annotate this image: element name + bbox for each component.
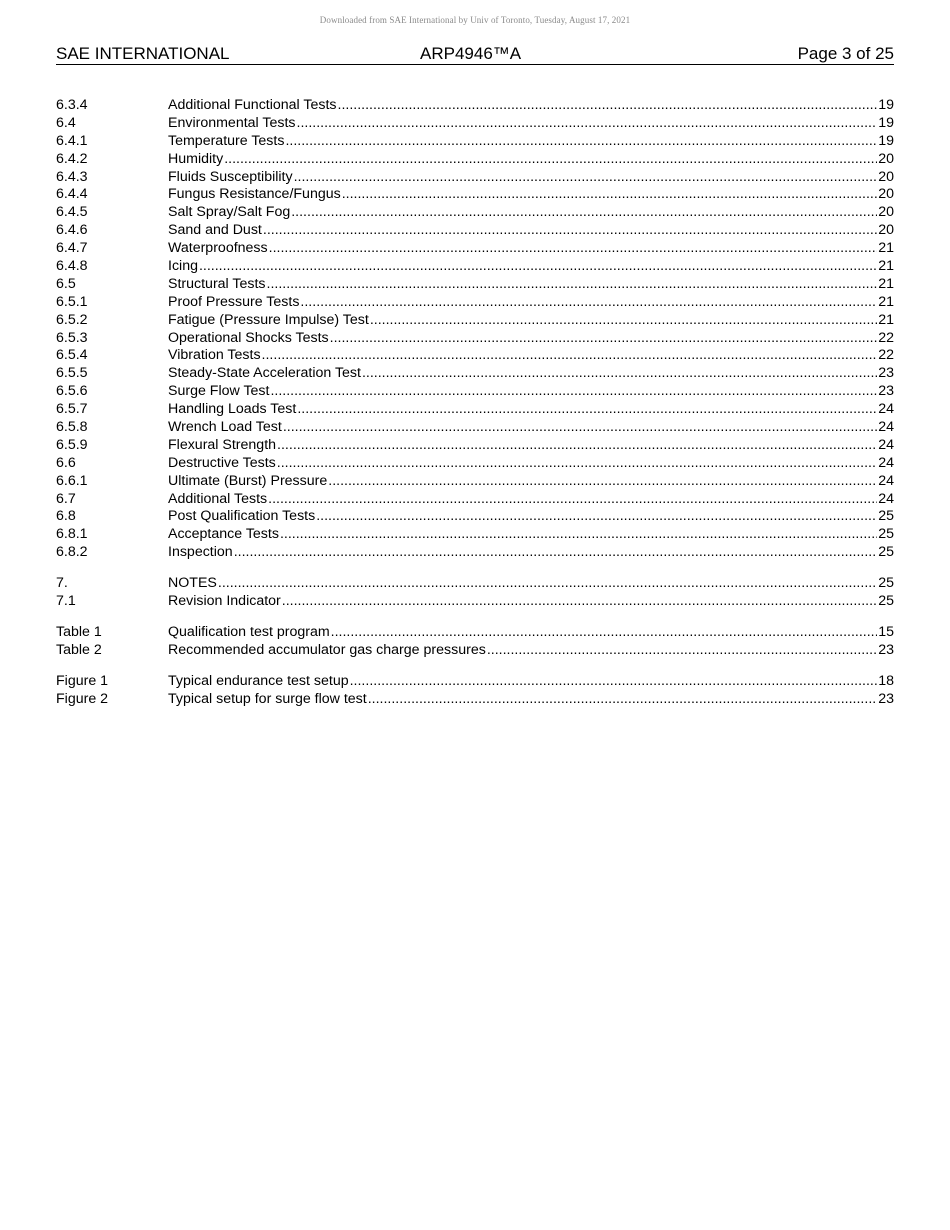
toc-entry-title[interactable]: Post Qualification Tests xyxy=(168,508,316,525)
toc-dot-leader xyxy=(262,347,878,365)
toc-entry-page[interactable]: 25 xyxy=(878,508,894,525)
toc-entry[interactable] xyxy=(56,330,894,348)
page-header xyxy=(56,44,894,65)
toc-entry-number: 6.8.2 xyxy=(56,544,88,561)
toc-entry-number: 6.4 xyxy=(56,114,76,131)
toc-notes-group xyxy=(56,575,894,611)
toc-entry-number: 6.4.3 xyxy=(56,168,88,185)
toc-entry-title[interactable]: Qualification test program xyxy=(168,623,330,640)
toc-dot-leader xyxy=(267,276,878,294)
toc-entry[interactable] xyxy=(56,133,894,151)
toc-entry-number: 6.4.7 xyxy=(56,240,88,257)
toc-entry-page[interactable]: 21 xyxy=(878,275,894,292)
toc-dot-leader xyxy=(224,151,877,169)
toc-entry-title[interactable]: Acceptance Tests xyxy=(168,526,279,543)
toc-entry-page[interactable]: 25 xyxy=(878,575,894,592)
toc-entry-page[interactable]: 19 xyxy=(878,97,894,113)
toc-entry-page[interactable]: 24 xyxy=(878,472,894,489)
toc-entry-title[interactable]: Typical endurance test setup xyxy=(168,672,349,689)
toc-dot-leader xyxy=(330,330,878,348)
toc-entry-number: Figure 2 xyxy=(56,690,109,707)
toc-entry[interactable] xyxy=(56,186,894,204)
toc-entry-title[interactable]: NOTES xyxy=(168,575,217,592)
toc-entry-title[interactable]: Additional Tests xyxy=(168,490,268,507)
toc-entry-page[interactable]: 25 xyxy=(878,526,894,543)
toc-entry[interactable] xyxy=(56,151,894,169)
toc-tables-group xyxy=(56,624,894,660)
toc-entry-title[interactable]: Temperature Tests xyxy=(168,132,285,149)
toc-entry[interactable] xyxy=(56,642,894,660)
toc-entry-page[interactable]: 23 xyxy=(878,365,894,382)
toc-entry[interactable] xyxy=(56,169,894,187)
toc-dot-leader xyxy=(294,169,878,187)
toc-dot-leader xyxy=(270,383,877,401)
toc-entry-number: 6.4.8 xyxy=(56,258,88,275)
toc-entry[interactable] xyxy=(56,593,894,611)
toc-entry-page[interactable]: 22 xyxy=(878,329,894,346)
download-watermark: Downloaded from SAE International by Univ of Toronto, Tuesday, August 17, 2021 xyxy=(319,15,631,25)
toc-entry-title[interactable]: Ultimate (Burst) Pressure xyxy=(168,472,328,489)
toc-sections-group xyxy=(56,97,894,562)
toc-entry[interactable] xyxy=(56,419,894,437)
toc-dot-leader xyxy=(282,593,877,611)
toc-entry-number: 7.1 xyxy=(56,593,76,610)
toc-entry-page[interactable]: 24 xyxy=(878,419,894,436)
toc-figures-group xyxy=(56,673,894,709)
toc-entry[interactable] xyxy=(56,294,894,312)
toc-dot-leader xyxy=(283,419,877,437)
toc-entry-title[interactable]: Inspection xyxy=(168,544,233,561)
toc-dot-leader xyxy=(368,691,878,709)
toc-dot-leader xyxy=(199,258,877,276)
toc-entry-number: Table 2 xyxy=(56,641,102,658)
toc-entry[interactable] xyxy=(56,222,894,240)
toc-entry-number: 6.4.4 xyxy=(56,186,88,203)
toc-entry-number: 6.7 xyxy=(56,490,76,507)
toc-entry[interactable] xyxy=(56,365,894,383)
document-id: ARP4946™A xyxy=(420,44,522,63)
toc-dot-leader xyxy=(280,526,877,544)
toc-dot-leader xyxy=(297,401,877,419)
toc-entry-page[interactable]: 21 xyxy=(878,293,894,310)
toc-entry[interactable] xyxy=(56,204,894,222)
toc-entry-title[interactable]: Icing xyxy=(168,258,198,275)
toc-entry-number: 6.4.5 xyxy=(56,204,88,221)
toc-entry-title[interactable]: Surge Flow Test xyxy=(168,383,270,400)
toc-entry[interactable] xyxy=(56,691,894,709)
toc-entry-page[interactable]: 19 xyxy=(878,132,894,149)
toc-entry[interactable] xyxy=(56,473,894,491)
toc-entry-page[interactable]: 23 xyxy=(878,641,894,658)
toc-entry-page[interactable]: 24 xyxy=(878,454,894,471)
toc-entry-title[interactable]: Proof Pressure Tests xyxy=(168,293,300,310)
toc-entry-title[interactable]: Vibration Tests xyxy=(168,347,261,364)
toc-entry-title[interactable]: Operational Shocks Tests xyxy=(168,329,329,346)
toc-entry[interactable] xyxy=(56,401,894,419)
toc-dot-leader xyxy=(285,133,877,151)
toc-entry-title[interactable]: Humidity xyxy=(168,150,224,167)
toc-dot-leader xyxy=(370,312,877,330)
toc-entry-number: 6.5.2 xyxy=(56,311,88,328)
toc-entry[interactable] xyxy=(56,347,894,365)
toc-entry-title[interactable]: Steady-State Acceleration Test xyxy=(168,365,361,382)
toc-entry-title[interactable]: Additional Functional Tests xyxy=(168,97,337,113)
toc-entry-page[interactable]: 21 xyxy=(878,240,894,257)
toc-entry[interactable] xyxy=(56,437,894,455)
toc-entry[interactable] xyxy=(56,455,894,473)
toc-entry[interactable] xyxy=(56,97,894,115)
toc-entry-number: 6.6.1 xyxy=(56,472,88,489)
toc-entry[interactable] xyxy=(56,508,894,526)
toc-entry[interactable] xyxy=(56,491,894,509)
toc-entry-number: 7. xyxy=(56,575,68,592)
toc-dot-leader xyxy=(268,491,877,509)
toc-entry[interactable] xyxy=(56,673,894,691)
organization-name: SAE INTERNATIONAL xyxy=(56,44,230,63)
toc-entry-title[interactable]: Flexural Strength xyxy=(168,436,277,453)
toc-entry[interactable] xyxy=(56,526,894,544)
toc-entry-page[interactable]: 20 xyxy=(878,204,894,221)
toc-entry-page[interactable]: 21 xyxy=(878,258,894,275)
toc-entry[interactable] xyxy=(56,312,894,330)
toc-entry-number: 6.6 xyxy=(56,454,76,471)
toc-entry-page[interactable]: 20 xyxy=(878,222,894,239)
toc-entry[interactable] xyxy=(56,240,894,258)
toc-entry-number: 6.5 xyxy=(56,275,76,292)
toc-entry-page[interactable]: 18 xyxy=(878,672,894,689)
toc-entry-page[interactable]: 23 xyxy=(878,690,894,707)
toc-entry-number: 6.5.3 xyxy=(56,329,88,346)
toc-entry-page[interactable]: 20 xyxy=(878,186,894,203)
toc-entry-title[interactable]: Sand and Dust xyxy=(168,222,262,239)
toc-entry-number: Table 1 xyxy=(56,623,102,640)
toc-entry-page[interactable]: 24 xyxy=(878,436,894,453)
toc-entry-title[interactable]: Recommended accumulator gas charge pressures xyxy=(168,641,486,658)
toc-entry-number: 6.5.6 xyxy=(56,383,88,400)
toc-entry-title[interactable]: Fungus Resistance/Fungus xyxy=(168,186,341,203)
toc-entry-title[interactable]: Revision Indicator xyxy=(168,593,281,610)
toc-entry[interactable] xyxy=(56,544,894,562)
toc-entry-page[interactable]: 19 xyxy=(878,114,894,131)
toc-entry-title[interactable]: Salt Spray/Salt Fog xyxy=(168,204,291,221)
toc-entry-number: 6.5.8 xyxy=(56,419,88,436)
toc-entry-number: 6.4.2 xyxy=(56,150,88,167)
toc-entry-number: 6.3.4 xyxy=(56,97,88,113)
toc-dot-leader xyxy=(487,642,877,660)
toc-dot-leader xyxy=(297,115,878,133)
toc-entry-title[interactable]: Fluids Susceptibility xyxy=(168,168,293,185)
toc-entry-page[interactable]: 15 xyxy=(878,623,894,640)
toc-entry-number: 6.5.1 xyxy=(56,293,88,310)
toc-entry[interactable] xyxy=(56,383,894,401)
toc-dot-leader xyxy=(300,294,877,312)
toc-dot-leader xyxy=(269,240,878,258)
toc-entry-page[interactable]: 25 xyxy=(878,593,894,610)
toc-dot-leader xyxy=(218,575,877,593)
toc-entry-number: 6.5.9 xyxy=(56,436,88,453)
toc-entry-title[interactable]: Waterproofness xyxy=(168,240,268,257)
page-number: Page 3 of 25 xyxy=(797,44,894,63)
toc-entry-number: Figure 1 xyxy=(56,672,109,689)
toc-entry[interactable] xyxy=(56,276,894,294)
toc-dot-leader xyxy=(331,624,878,642)
toc-entry-title[interactable]: Environmental Tests xyxy=(168,114,296,131)
toc-dot-leader xyxy=(362,365,877,383)
toc-entry-title[interactable]: Typical setup for surge flow test xyxy=(168,690,367,707)
toc-entry-number: 6.8.1 xyxy=(56,526,88,543)
toc-entry[interactable] xyxy=(56,115,894,133)
toc-entry-number: 6.8 xyxy=(56,508,76,525)
toc-dot-leader xyxy=(291,204,877,222)
toc-entry-title[interactable]: Handling Loads Test xyxy=(168,401,297,418)
toc-entry[interactable] xyxy=(56,258,894,276)
toc-dot-leader xyxy=(338,97,878,115)
toc-entry-page[interactable]: 23 xyxy=(878,383,894,400)
toc-entry-page[interactable]: 20 xyxy=(878,150,894,167)
toc-dot-leader xyxy=(263,222,877,240)
toc-entry-page[interactable]: 21 xyxy=(878,311,894,328)
toc-entry-title[interactable]: Wrench Load Test xyxy=(168,419,282,436)
toc-dot-leader xyxy=(277,455,877,473)
toc-entry-number: 6.5.7 xyxy=(56,401,88,418)
toc-dot-leader xyxy=(342,186,878,204)
toc-dot-leader xyxy=(277,437,877,455)
toc-entry-title[interactable]: Structural Tests xyxy=(168,275,266,292)
toc-entry-number: 6.4.6 xyxy=(56,222,88,239)
toc-dot-leader xyxy=(328,473,877,491)
toc-entry-number: 6.4.1 xyxy=(56,132,88,149)
toc-dot-leader xyxy=(316,508,877,526)
toc-entry-page[interactable]: 24 xyxy=(878,490,894,507)
toc-dot-leader xyxy=(350,673,878,691)
toc-entry[interactable] xyxy=(56,575,894,593)
toc-entry-page[interactable]: 20 xyxy=(878,168,894,185)
toc-entry-title[interactable]: Fatigue (Pressure Impulse) Test xyxy=(168,311,369,328)
toc-dot-leader xyxy=(234,544,878,562)
table-of-contents xyxy=(56,97,894,722)
toc-entry-page[interactable]: 25 xyxy=(878,544,894,561)
toc-entry-number: 6.5.4 xyxy=(56,347,88,364)
toc-entry[interactable] xyxy=(56,624,894,642)
toc-entry-page[interactable]: 22 xyxy=(878,347,894,364)
toc-entry-page[interactable]: 24 xyxy=(878,401,894,418)
toc-entry-number: 6.5.5 xyxy=(56,365,88,382)
toc-entry-title[interactable]: Destructive Tests xyxy=(168,454,276,471)
